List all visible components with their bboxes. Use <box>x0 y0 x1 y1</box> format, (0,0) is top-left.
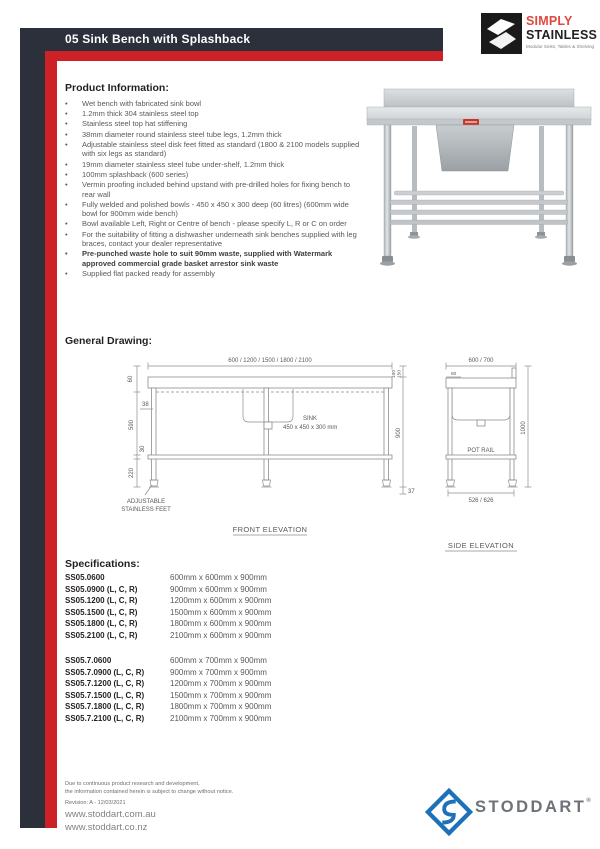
spec-size: 1200mm x 700mm x 900mm <box>170 679 272 688</box>
spec-size: 900mm x 700mm x 900mm <box>170 667 267 677</box>
spec-row <box>65 713 395 725</box>
photo-rear-leg <box>539 126 544 232</box>
front-sink-label: SINK <box>303 416 318 422</box>
simply-stainless-logo <box>481 13 599 59</box>
bullet-dot-icon: • <box>65 169 68 179</box>
bullet-text: 19mm diameter stainless steel tube under-shelf, 1.2mm thick <box>82 159 285 169</box>
bullet-text: Bowl available Left, Right or Centre of bench - please specify L, R or C on order <box>82 219 347 229</box>
front-dim-60: 60 <box>128 375 134 383</box>
stoddart-wordmark: STODDART® <box>475 798 591 816</box>
bullet-text: Wet bench with fabricated sink bowl <box>82 99 202 108</box>
general-drawing-heading: General Drawing: <box>65 335 152 347</box>
footer-disclaimer-2: the information contained herein is subject to change without notice. <box>65 789 234 795</box>
photo-sink-bowl <box>436 125 514 171</box>
photo-front-leg <box>384 125 391 256</box>
spec-row <box>65 655 395 667</box>
spec-model: SS05.7.1800 (L, C, R) <box>65 702 145 711</box>
front-elevation <box>121 358 415 535</box>
spec-model: SS05.1500 (L, C, R) <box>65 607 138 617</box>
stoddart-logo <box>425 788 595 838</box>
spec-size: 1800mm x 700mm x 900mm <box>170 702 272 711</box>
footer-revision: Revision: A - 12/03/2021 <box>65 800 126 806</box>
spec-model: SS05.2100 (L, C, R) <box>65 630 138 640</box>
bullet-dot-icon: • <box>65 179 68 189</box>
product-bullet <box>65 140 365 159</box>
photo-foot <box>382 256 393 262</box>
spec-row <box>65 618 395 630</box>
spec-model: SS05.0600 <box>65 573 105 582</box>
front-dim-220: 220 <box>129 467 135 479</box>
spec-size: 2100mm x 600mm x 900mm <box>170 630 272 640</box>
bullet-dot-icon: • <box>65 109 68 119</box>
spec-model: SS05.7.2100 (L, C, R) <box>65 713 145 723</box>
footer-url-nz[interactable]: www.stoddart.co.nz <box>65 822 148 833</box>
product-bullet <box>65 99 365 109</box>
bullet-text: 38mm diameter round stainless steel tube legs, 1.2mm thick <box>82 129 282 139</box>
product-info-list <box>65 99 365 279</box>
side-elevation <box>445 358 532 551</box>
spec-size: 1500mm x 700mm x 900mm <box>170 690 272 700</box>
spec-model: SS05.1200 (L, C, R) <box>65 596 138 605</box>
photo-rear-leg <box>412 126 417 232</box>
bullet-dot-icon: • <box>65 229 68 239</box>
product-bullet <box>65 249 365 268</box>
photo-pot-rail <box>390 200 568 205</box>
product-bullet <box>65 170 365 180</box>
product-bullet <box>65 109 365 119</box>
spec-size: 600mm x 700mm x 900mm <box>170 656 267 665</box>
side-pot-rail-label: POT RAIL <box>467 448 495 454</box>
spec-row <box>65 607 395 619</box>
side-dim-1000: 1000 <box>521 421 527 435</box>
spec-model: SS05.1800 (L, C, R) <box>65 619 138 628</box>
spec-row <box>65 678 395 690</box>
side-top-dim: 600 / 700 <box>468 358 494 364</box>
spec-size: 1500mm x 600mm x 900mm <box>170 607 272 617</box>
bullet-dot-icon: • <box>65 119 68 129</box>
bullet-text: Pre-punched waste hole to suit 90mm waste, supplied with Watermark approved commercial grade basket arrestor sink waste <box>82 249 333 269</box>
front-feet-label-2: STAINLESS FEET <box>121 507 171 513</box>
spec-row <box>65 584 395 596</box>
spec-row <box>65 690 395 702</box>
spec-group <box>65 572 395 641</box>
product-bullet <box>65 230 365 249</box>
spec-size: 1200mm x 600mm x 900mm <box>170 596 272 605</box>
bullet-dot-icon: • <box>65 269 68 279</box>
bullet-dot-icon: • <box>65 219 68 229</box>
front-feet-label-1: ADJUSTABLE <box>126 499 166 505</box>
footer-url-au[interactable]: www.stoddart.com.au <box>65 809 156 820</box>
side-sink-bowl <box>452 388 510 420</box>
side-dim-80: 80 <box>451 372 457 377</box>
left-charcoal-stripe <box>20 28 45 828</box>
spec-size: 600mm x 600mm x 900mm <box>170 573 267 582</box>
front-dim-150: 150 <box>397 369 403 379</box>
product-bullet <box>65 269 365 279</box>
spec-group <box>65 655 395 724</box>
spec-model: SS05.7.1500 (L, C, R) <box>65 690 145 700</box>
front-dim-30: 30 <box>140 445 146 453</box>
product-photo <box>362 72 597 287</box>
product-bullet <box>65 200 365 219</box>
photo-pot-rail <box>390 210 568 215</box>
spec-model: SS05.7.0600 <box>65 656 112 665</box>
header-red-stripe <box>45 51 443 61</box>
photo-pot-rail <box>394 191 564 195</box>
product-bullet <box>65 130 365 140</box>
front-sink-size: 450 x 450 x 300 mm <box>283 425 338 431</box>
footer-disclaimer-1: Due to continuous product research and development, <box>65 781 200 787</box>
front-top-dim: 600 / 1200 / 1500 / 1800 / 2100 <box>228 358 312 364</box>
spec-model: SS05.7.1200 (L, C, R) <box>65 679 145 688</box>
photo-front-leg <box>566 125 573 256</box>
photo-foot <box>564 256 575 262</box>
front-dim-100: 100 <box>392 369 397 379</box>
simply-stainless-logo-icon <box>481 13 522 54</box>
bullet-text: 100mm splashback (600 series) <box>82 169 189 179</box>
left-red-stripe <box>45 51 57 828</box>
bullet-dot-icon: • <box>65 199 68 209</box>
spec-model: SS05.7.0900 (L, C, R) <box>65 667 145 677</box>
bullet-dot-icon: • <box>65 249 68 259</box>
spec-size: 1800mm x 600mm x 900mm <box>170 619 272 628</box>
bullet-text: Adjustable stainless steel disk feet fitted as standard (1800 & 2100 models supplied with six legs as standard) <box>82 139 360 159</box>
spec-row <box>65 701 395 713</box>
specifications-heading: Specifications: <box>65 558 140 570</box>
front-elevation-title: FRONT ELEVATION <box>232 525 308 534</box>
bullet-text: Stainless steel top hat stiffening <box>82 119 188 129</box>
general-drawing <box>115 348 555 558</box>
bullet-text: For the suitability of fitting a dishwasher underneath sink benches supplied with leg braces, contact your dealer representative <box>82 229 357 249</box>
side-elevation-title: SIDE ELEVATION <box>447 541 515 550</box>
bullet-text: Vermin proofing included behind upstand with pre-drilled holes for fixing bench to rear wall <box>82 179 351 199</box>
brand-name-simply: SIMPLY <box>526 14 573 28</box>
product-bullet <box>65 219 365 229</box>
front-dim-590: 590 <box>129 419 135 431</box>
product-info-heading: Product Information: <box>65 82 169 94</box>
spec-model: SS05.0900 (L, C, R) <box>65 584 138 594</box>
bullet-text: Supplied flat packed ready for assembly <box>82 269 215 279</box>
bullet-dot-icon: • <box>65 129 68 139</box>
photo-tabletop <box>367 107 591 120</box>
front-dim-37: 37 <box>408 489 415 495</box>
spec-row <box>65 572 395 584</box>
stoddart-logo-icon <box>425 788 473 836</box>
spec-row <box>65 667 395 679</box>
registered-mark: ® <box>586 798 591 804</box>
bullet-text: Fully welded and polished bowls - 450 x 450 x 300 deep (60 litres) (600mm wide bowl for 900mm wide bench) <box>82 199 349 219</box>
product-bullet <box>65 160 365 170</box>
bullet-dot-icon: • <box>65 99 68 108</box>
brand-name-stainless: STAINLESS <box>526 28 598 42</box>
photo-pot-rail <box>390 220 568 225</box>
bullet-dot-icon: • <box>65 139 68 149</box>
bullet-dot-icon: • <box>65 159 68 169</box>
photo-splashback <box>384 89 574 107</box>
spec-groups <box>65 572 395 738</box>
product-bullet <box>65 180 365 199</box>
product-bullet <box>65 119 365 129</box>
page-title: 05 Sink Bench with Splashback <box>65 32 251 46</box>
spec-row <box>65 595 395 607</box>
side-bottom-dim: 526 / 626 <box>468 498 494 504</box>
brand-tagline: Modular Sinks, Tables & Shelving <box>526 44 595 49</box>
front-dim-38: 38 <box>142 402 149 408</box>
front-dim-900: 900 <box>396 427 402 439</box>
spec-size: 900mm x 600mm x 900mm <box>170 584 267 594</box>
bullet-text: 1.2mm thick 304 stainless steel top <box>82 109 199 119</box>
spec-row <box>65 630 395 642</box>
spec-size: 2100mm x 700mm x 900mm <box>170 713 272 723</box>
